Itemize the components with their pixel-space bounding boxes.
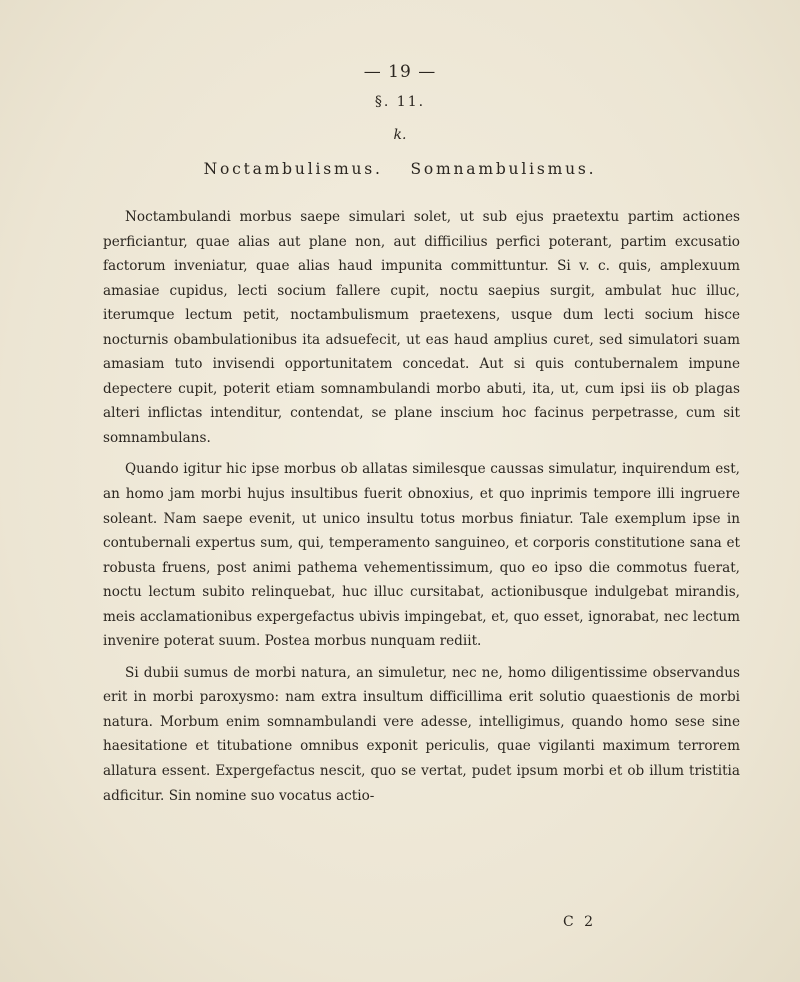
page-number: — 19 — xyxy=(363,62,437,82)
title-noctambulismus: Noctambulismus. xyxy=(203,160,383,178)
body-text xyxy=(103,205,740,808)
signature-mark: C 2 xyxy=(563,914,597,930)
paragraph-1: Noctambulandi morbus saepe simulari solet, ut sub ejus praetextu partim actiones perficiantur, quae alias aut plane non, aut difficilius perfici poterant, partim excusatio factorum inveniatur, quae alias haud impunita committuntur. Si v. c. quis, amplexuum amasiae cupidus, lecti socium fallere cupit, noctu saepius surgit, ambulat huc illuc, iterumque lectum petit, noctambulismum praetexens, usque dum lecti socium hisce nocturnis obambulationibus ita adsuefecit, ut eas haud amplius curet, sed simulatori suam amasiam tuto invisendi opportunitatem concedat. Aut si quis contubernalem impune depectere cupit, poterit etiam somnambulandi morbo abuti, ita, ut, cum ipsi iis ob plagas alteri inflictas intenditur, contendat, se plane inscium hoc facinus perpetrasse, cum sit somnambulans. xyxy=(103,209,740,446)
section-lemma: k. xyxy=(393,127,407,143)
paragraph-3: Si dubii sumus de morbi natura, an simuletur, nec ne, homo diligentissime observandus erit in morbi paroxysmo: nam extra insultum difficillima erit solutio quaestionis de morbi natura. Morbum enim somnambulandi vere adesse, intelligimus, quando homo sese sine haesitatione et titubatione omnibus exponit periculis, quae vigilanti maximum terrorem allatura essent. Expergefactus nescit, quo se vertat, pudet ipsum morbi et ob illum tristitia adficitur. Sin nomine suo vocatus actio- xyxy=(103,664,740,804)
paragraph-2: Quando igitur hic ipse morbus ob allatas similesque caussas simulatur, inquirendum est, an homo jam morbi hujus insultibus fuerit obnoxius, et quo inprimis tempore illi ingruere soleant. Nam saepe evenit, ut unico insultu totus morbus finiatur. Tale exemplum ipse in contubernali expertus sum, qui, temperamento sanguineo, et corporis constitutione sana et robusta fruens, post animi pathema vehementissimum, quo eo ipso die commotus fuerat, noctu lectum subito relinquebat, huc illuc cursitabat, actionibusque indulgebat mirandis, meis acclamationibus expergefactus ubivis impingebat, et, quo esset, ignorabat, nec lectum invenire poterat suum. Postea morbus nunquam rediit. xyxy=(103,461,740,650)
section-title xyxy=(0,160,800,178)
title-somnambulismus: Somnambulismus. xyxy=(410,160,597,178)
section-mark: §. 11. xyxy=(374,94,426,110)
